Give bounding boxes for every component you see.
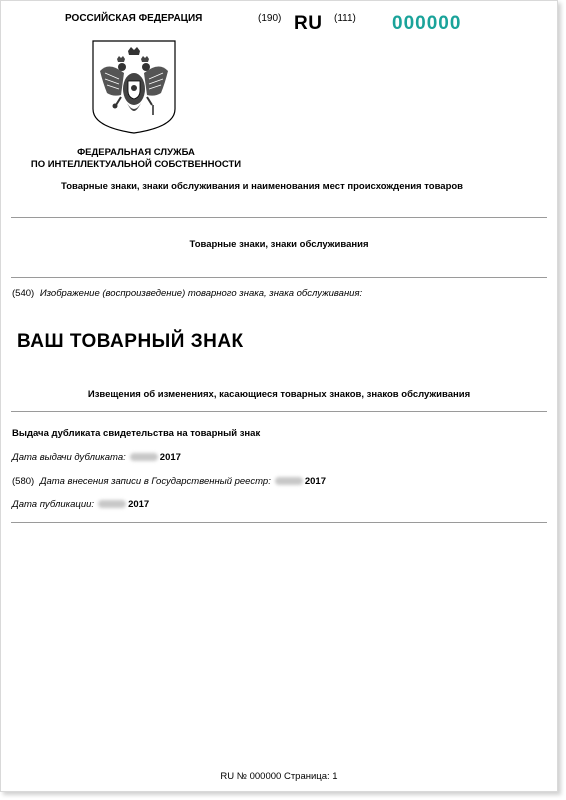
footer-page-label: Страница: 1 [283,771,338,782]
inid-code-111: (111) [334,13,356,24]
divider [11,522,547,523]
redacted-date [130,453,158,461]
field-540-code: (540) [12,288,35,299]
section-title: Товарные знаки, знаки обслуживания [189,239,369,250]
field-580-row [12,476,326,487]
registry-date-year: 2017 [304,476,326,487]
publication-date-year: 2017 [128,499,150,510]
duplicate-date-row [12,452,181,463]
divider [11,217,547,218]
agency-name-line2: ПО ИНТЕЛЛЕКТУАЛЬНОЙ СОБСТВЕННОСТИ [30,159,242,170]
agency-name [21,147,251,171]
duplicate-date-year: 2017 [159,452,181,463]
country-name: РОССИЙСКАЯ ФЕДЕРАЦИЯ [65,13,203,24]
duplicate-date-label: Дата выдачи дубликата: [12,452,126,463]
publication-date-label: Дата публикации: [12,499,95,510]
field-540-label: Изображение (воспроизведение) товарного знака, знака обслуживания: [39,288,363,299]
redacted-date [98,500,126,508]
inid-code-190: (190) [258,13,282,24]
divider [11,277,547,278]
registration-number: 000000 [392,13,462,34]
page-footer [1,771,557,782]
country-code: RU [294,13,323,34]
field-580-label: Дата внесения записи в Государственный реестр: [39,476,271,487]
trademark-image: ВАШ ТОВАРНЫЙ ЗНАК [17,331,244,352]
footer-number: 000000 [249,771,282,782]
field-540 [12,288,362,299]
divider [11,411,547,412]
document-category: Товарные знаки, знаки обслуживания и наименования мест происхождения товаров [61,181,464,192]
field-580-code: (580) [12,476,35,487]
publication-date-row [12,499,149,510]
redacted-date [275,477,303,485]
agency-name-line1: ФЕДЕРАЛЬНАЯ СЛУЖБА [77,147,195,158]
footer-prefix: RU № [220,771,247,782]
notices-title: Извещения об изменениях, касающиеся товарных знаков, знаков обслуживания [87,389,471,400]
notice-type: Выдача дубликата свидетельства на товарный знак [12,428,261,439]
coat-of-arms-icon [91,39,177,135]
